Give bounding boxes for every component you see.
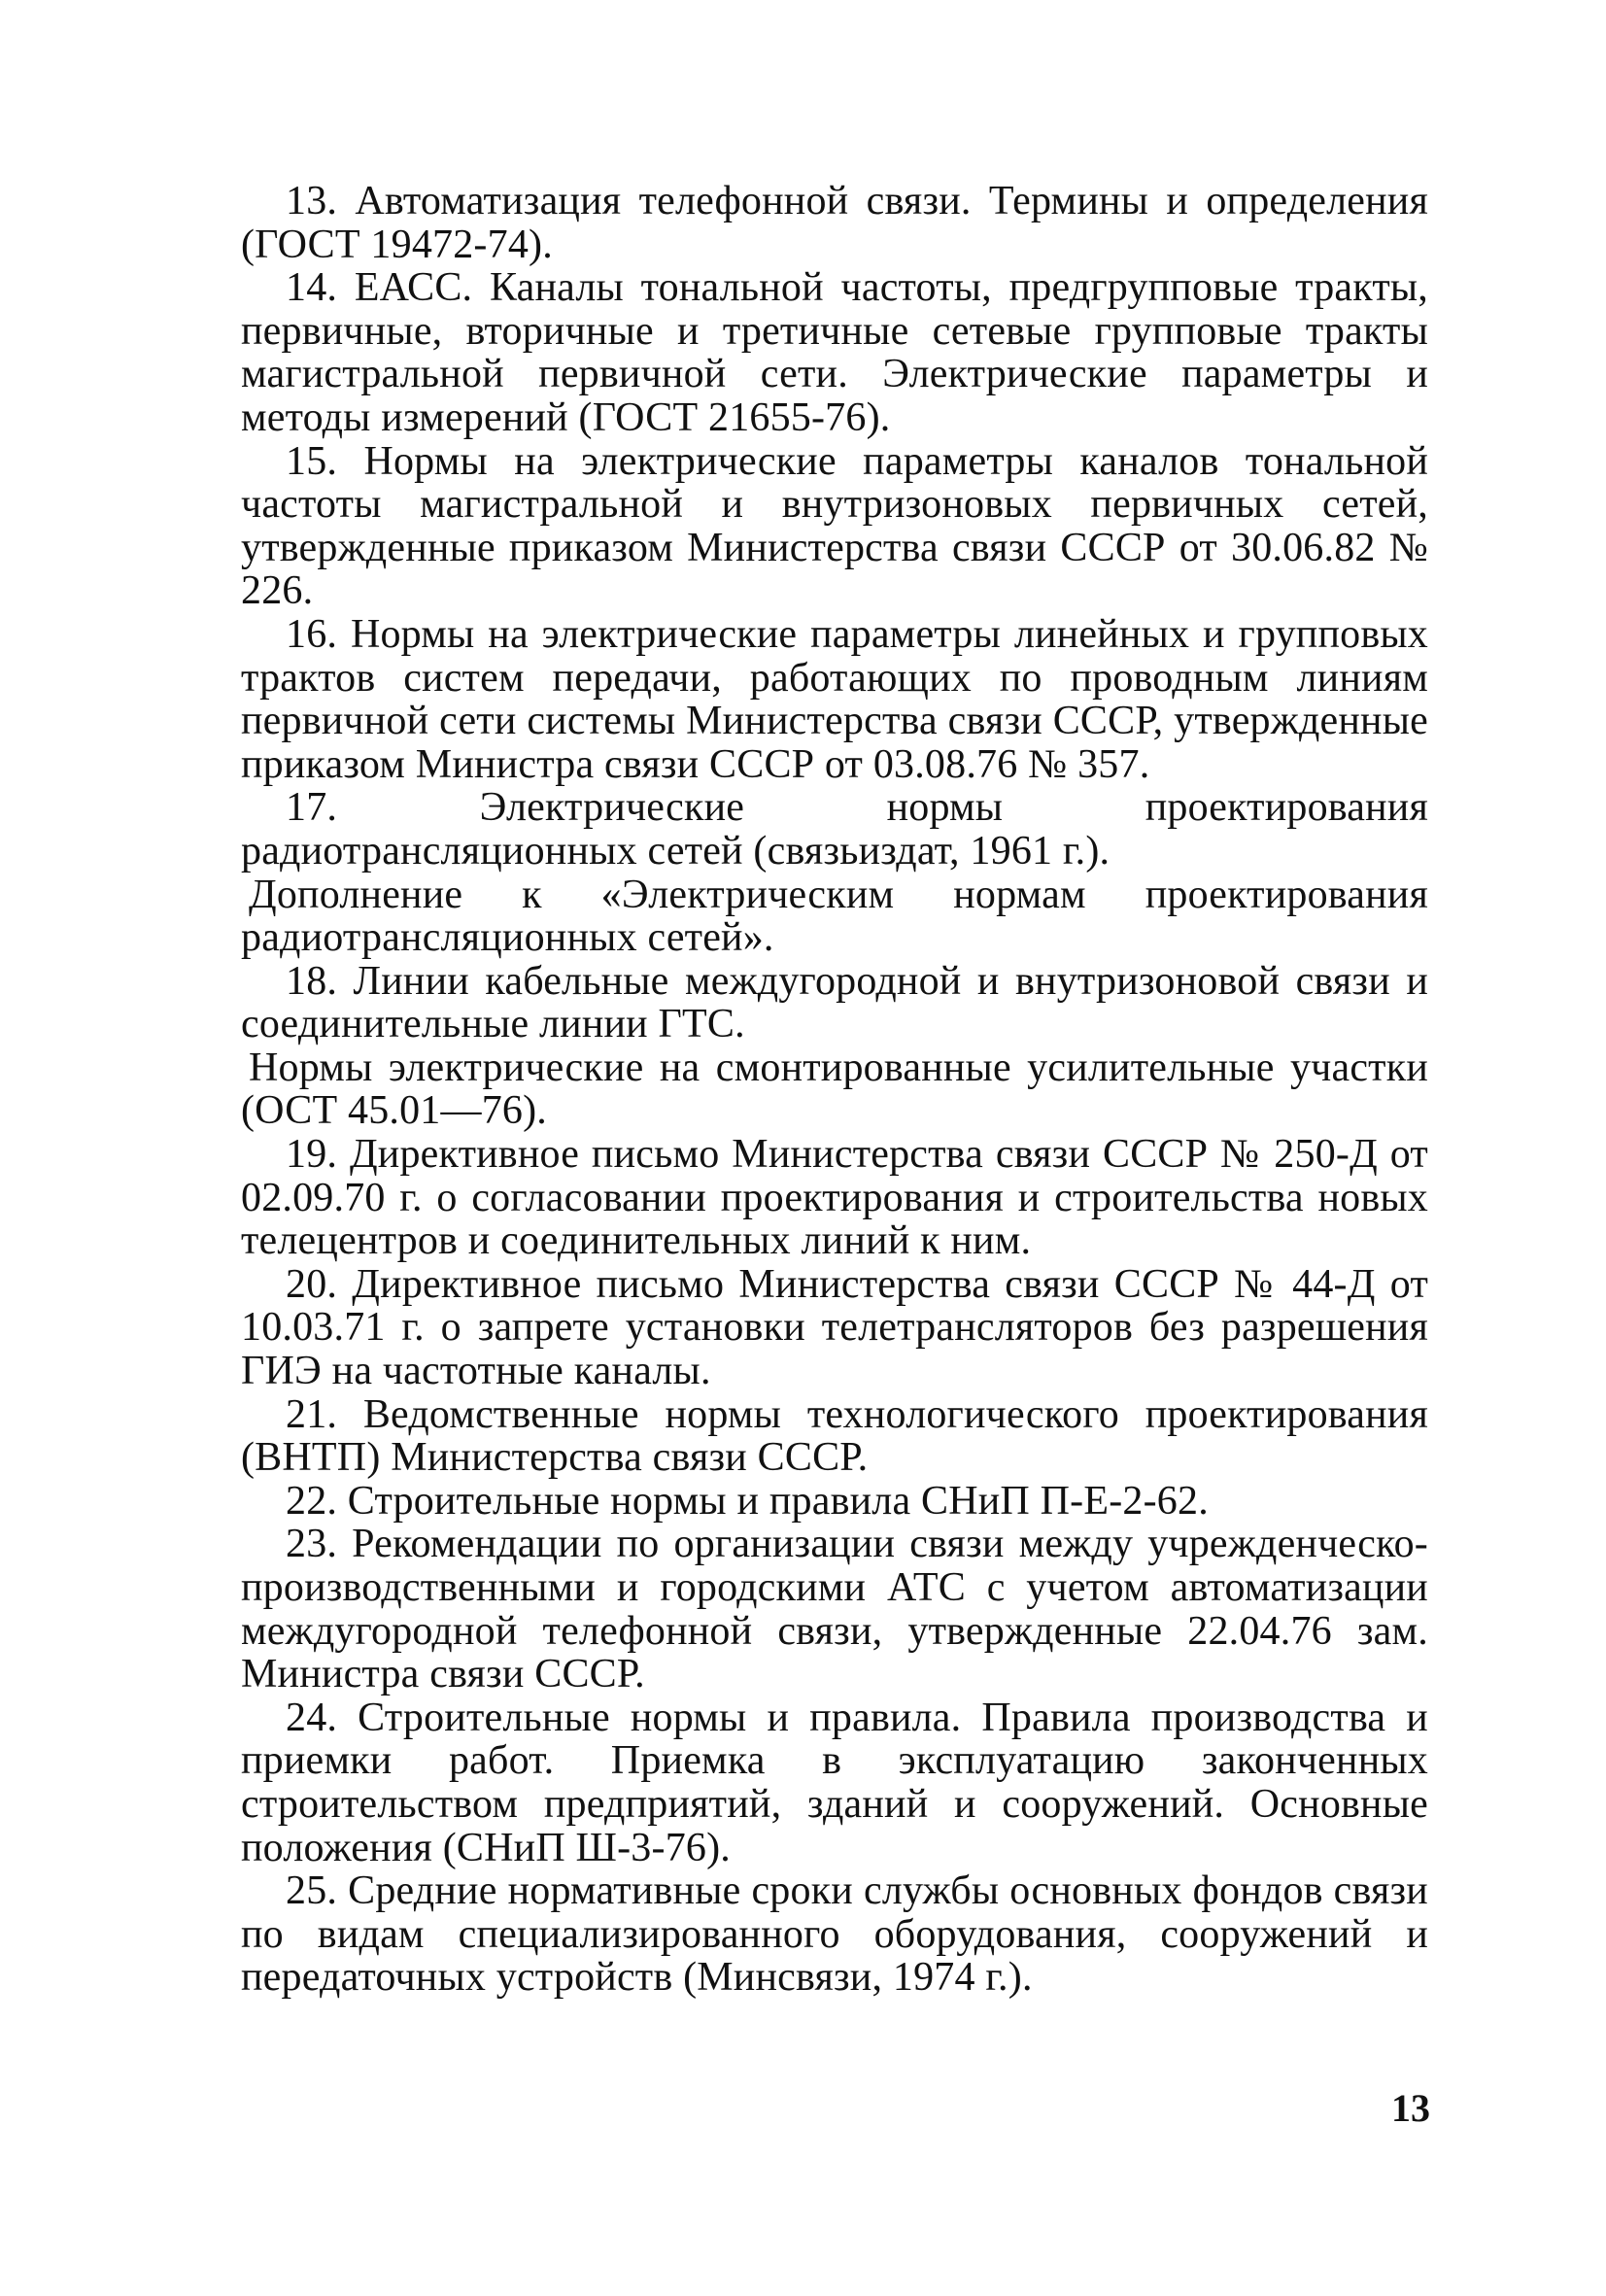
list-item-14: 14. ЕАСС. Каналы тональной частоты, предгрупповые тракты, первичные, вторичные и третичные сетевые групповые тракты магистральной первичной сети. Электрические параметры и методы измерений (ГОСТ 21655-76). [241, 265, 1428, 440]
list-item-24: 24. Строительные нормы и правила. Правила производства и приемки работ. Приемка в эксплуатацию законченных строительством предприятий, зданий и сооружений. Основные положения (СНиП Ш-3-76). [241, 1695, 1428, 1870]
list-item-23: 23. Рекомендации по организации связи между учрежденческо-производственными и городскими АТС с учетом автоматизации междугородной телефонной связи, утвержденные 22.04.76 зам. Министра связи СССР. [241, 1522, 1428, 1697]
list-item-20: 20. Директивное письмо Министерства связи СССР № 44-Д от 10.03.71 г. о запрете установки телетрансляторов без разрешения ГИЭ на частотные каналы. [241, 1261, 1428, 1394]
list-item-15: 15. Нормы на электрические параметры каналов тональной частоты магистральной и внутризоновых первичных сетей, утвержденные приказом Министерства связи СССР от 30.06.82 № 226. [241, 438, 1428, 614]
list-item-21: 21. Ведомственные нормы технологического проектирования (ВНТП) Министерства связи СССР. [241, 1391, 1428, 1481]
list-item-16: 16. Нормы на электрические параметры линейных и групповых трактов систем передачи, работающих по проводным линиям первичной сети системы Министерства связи СССР, утвержденные приказом Министра связи СССР от 03.08.76 № 357. [241, 611, 1428, 787]
list-item-18-norms: Нормы электрические на смонтированные усилительные участки (ОСТ 45.01—76). [241, 1045, 1428, 1134]
list-item-18: 18. Линии кабельные междугородной и внутризоновой связи и соединительные линии ГТС. [241, 958, 1428, 1047]
list-item-22: 22. Строительные нормы и правила СНиП П-Е-2-62. [286, 1478, 1209, 1524]
references-list [241, 180, 1428, 2000]
list-item-19: 19. Директивное письмо Министерства связи СССР № 250-Д от 02.09.70 г. о согласовании проектирования и строительства новых телецентров и соединительных линий к ним. [241, 1132, 1428, 1264]
list-item-25: 25. Средние нормативные сроки службы основных фондов связи по видам специализированного оборудования, сооружений и передаточных устройств (Минсвязи, 1974 г.). [241, 1868, 1428, 2001]
list-item-17-addendum: Дополнение к «Электрическим нормам проектирования радиотрансляционных сетей». [241, 872, 1428, 961]
list-item-13: 13. Автоматизация телефонной связи. Термины и определения (ГОСТ 19472-74). [241, 179, 1428, 267]
list-item-17: 17. Электрические нормы проектирования радиотрансляционных сетей (связьиздат, 1961 г.). [241, 785, 1428, 874]
page-number: 13 [1391, 2086, 1430, 2130]
